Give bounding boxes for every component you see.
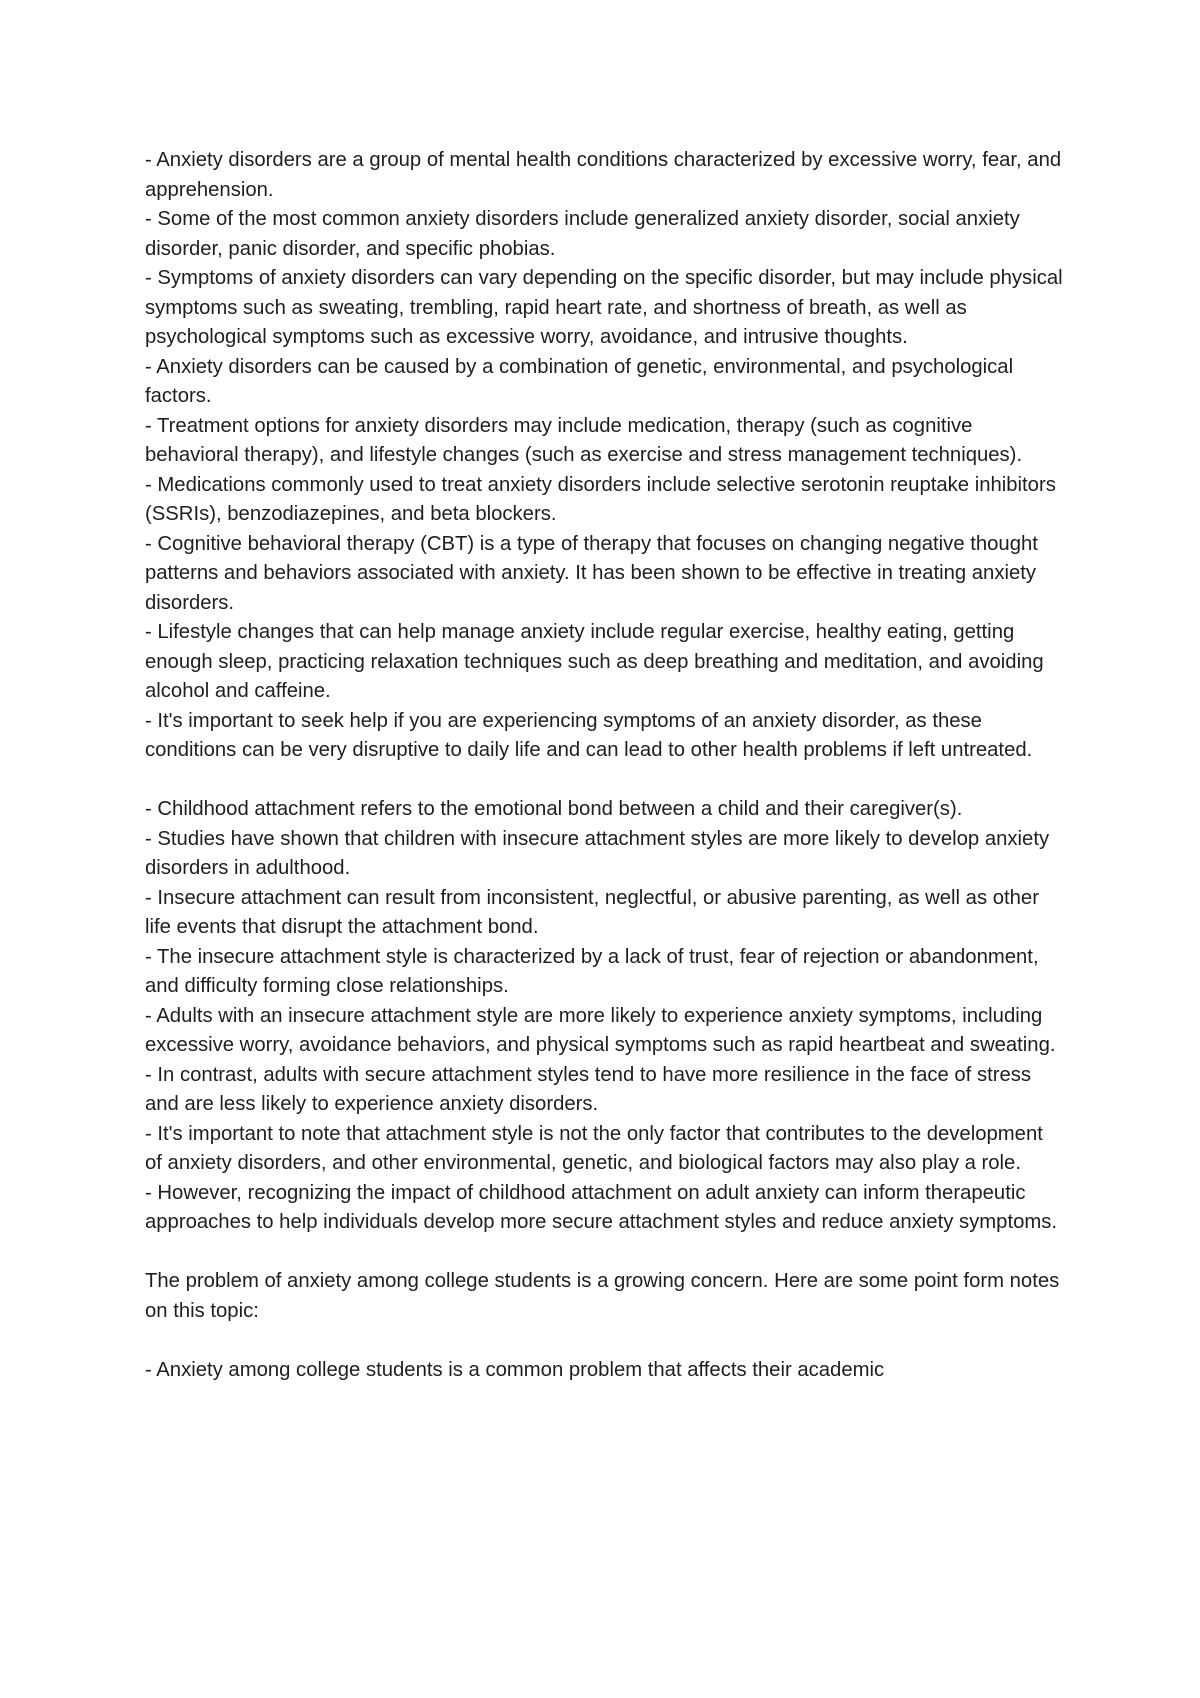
note-line: - However, recognizing the impact of childhood attachment on adult anxiety can inform therapeutic approaches to help individuals develop more secure attachment styles and reduce anxiety symptoms.: [145, 1181, 1058, 1233]
note-line: - Childhood attachment refers to the emotional bond between a child and their caregiver(s).: [145, 798, 963, 820]
note-line: - Anxiety disorders can be caused by a combination of genetic, environmental, and psychological factors.: [145, 355, 1014, 407]
note-line: - Lifestyle changes that can help manage anxiety include regular exercise, healthy eating, getting enough sleep, practicing relaxation techniques such as deep breathing and meditation, and avoiding alcohol and caffeine.: [145, 621, 1044, 702]
note-line: - Adults with an insecure attachment style are more likely to experience anxiety symptoms, including excessive worry, avoidance behaviors, and physical symptoms such as rapid heartbeat and sweating.: [145, 1004, 1056, 1056]
blank-line: [145, 766, 1065, 796]
note-line: - It's important to seek help if you are experiencing symptoms of an anxiety disorder, as these conditions can be very disruptive to daily life and can lead to other health problems if left untreated.: [145, 709, 1033, 761]
college-anxiety-notes: [145, 1356, 1065, 1386]
blank-line: [145, 1238, 1065, 1268]
blank-line: [145, 1326, 1065, 1356]
college-anxiety-intro: The problem of anxiety among college students is a growing concern. Here are some point form notes on this topic:: [145, 1270, 1060, 1322]
anxiety-disorders-notes: [145, 146, 1065, 766]
note-line: - The insecure attachment style is characterized by a lack of trust, fear of rejection or abandonment, and difficulty forming close relationships.: [145, 945, 1039, 997]
note-line: - Cognitive behavioral therapy (CBT) is a type of therapy that focuses on changing negative thought patterns and behaviors associated with anxiety. It has been shown to be effective in treating anxiety disorders.: [145, 532, 1038, 614]
note-line: - In contrast, adults with secure attachment styles tend to have more resilience in the face of stress and are less likely to experience anxiety disorders.: [145, 1063, 1032, 1115]
note-line: - Anxiety disorders are a group of mental health conditions characterized by excessive worry, fear, and apprehension.: [145, 149, 1062, 201]
note-line: - Some of the most common anxiety disorders include generalized anxiety disorder, social anxiety disorder, panic disorder, and specific phobias.: [145, 208, 1020, 260]
note-line: - It's important to note that attachment style is not the only factor that contributes to the development of anxiety disorders, and other environmental, genetic, and biological factors may also play a role.: [145, 1122, 1043, 1174]
note-line: - Studies have shown that children with insecure attachment styles are more likely to develop anxiety disorders in adulthood.: [145, 827, 1050, 879]
document-body: [145, 146, 1065, 1385]
note-line: - Insecure attachment can result from inconsistent, neglectful, or abusive parenting, as well as other life events that disrupt the attachment bond.: [145, 886, 1039, 938]
childhood-attachment-notes: [145, 795, 1065, 1238]
note-line: - Medications commonly used to treat anxiety disorders include selective serotonin reuptake inhibitors (SSRIs), benzodiazepines, and beta blockers.: [145, 473, 1056, 525]
note-line: - Symptoms of anxiety disorders can vary depending on the specific disorder, but may include physical symptoms such as sweating, trembling, rapid heart rate, and shortness of breath, as well as psychological symptoms such as excessive worry, avoidance, and intrusive thoughts.: [145, 267, 1063, 348]
note-line: - Treatment options for anxiety disorders may include medication, therapy (such as cognitive behavioral therapy), and lifestyle changes (such as exercise and stress management techniques).: [145, 414, 1023, 466]
note-line: - Anxiety among college students is a common problem that affects their academic: [145, 1358, 885, 1381]
